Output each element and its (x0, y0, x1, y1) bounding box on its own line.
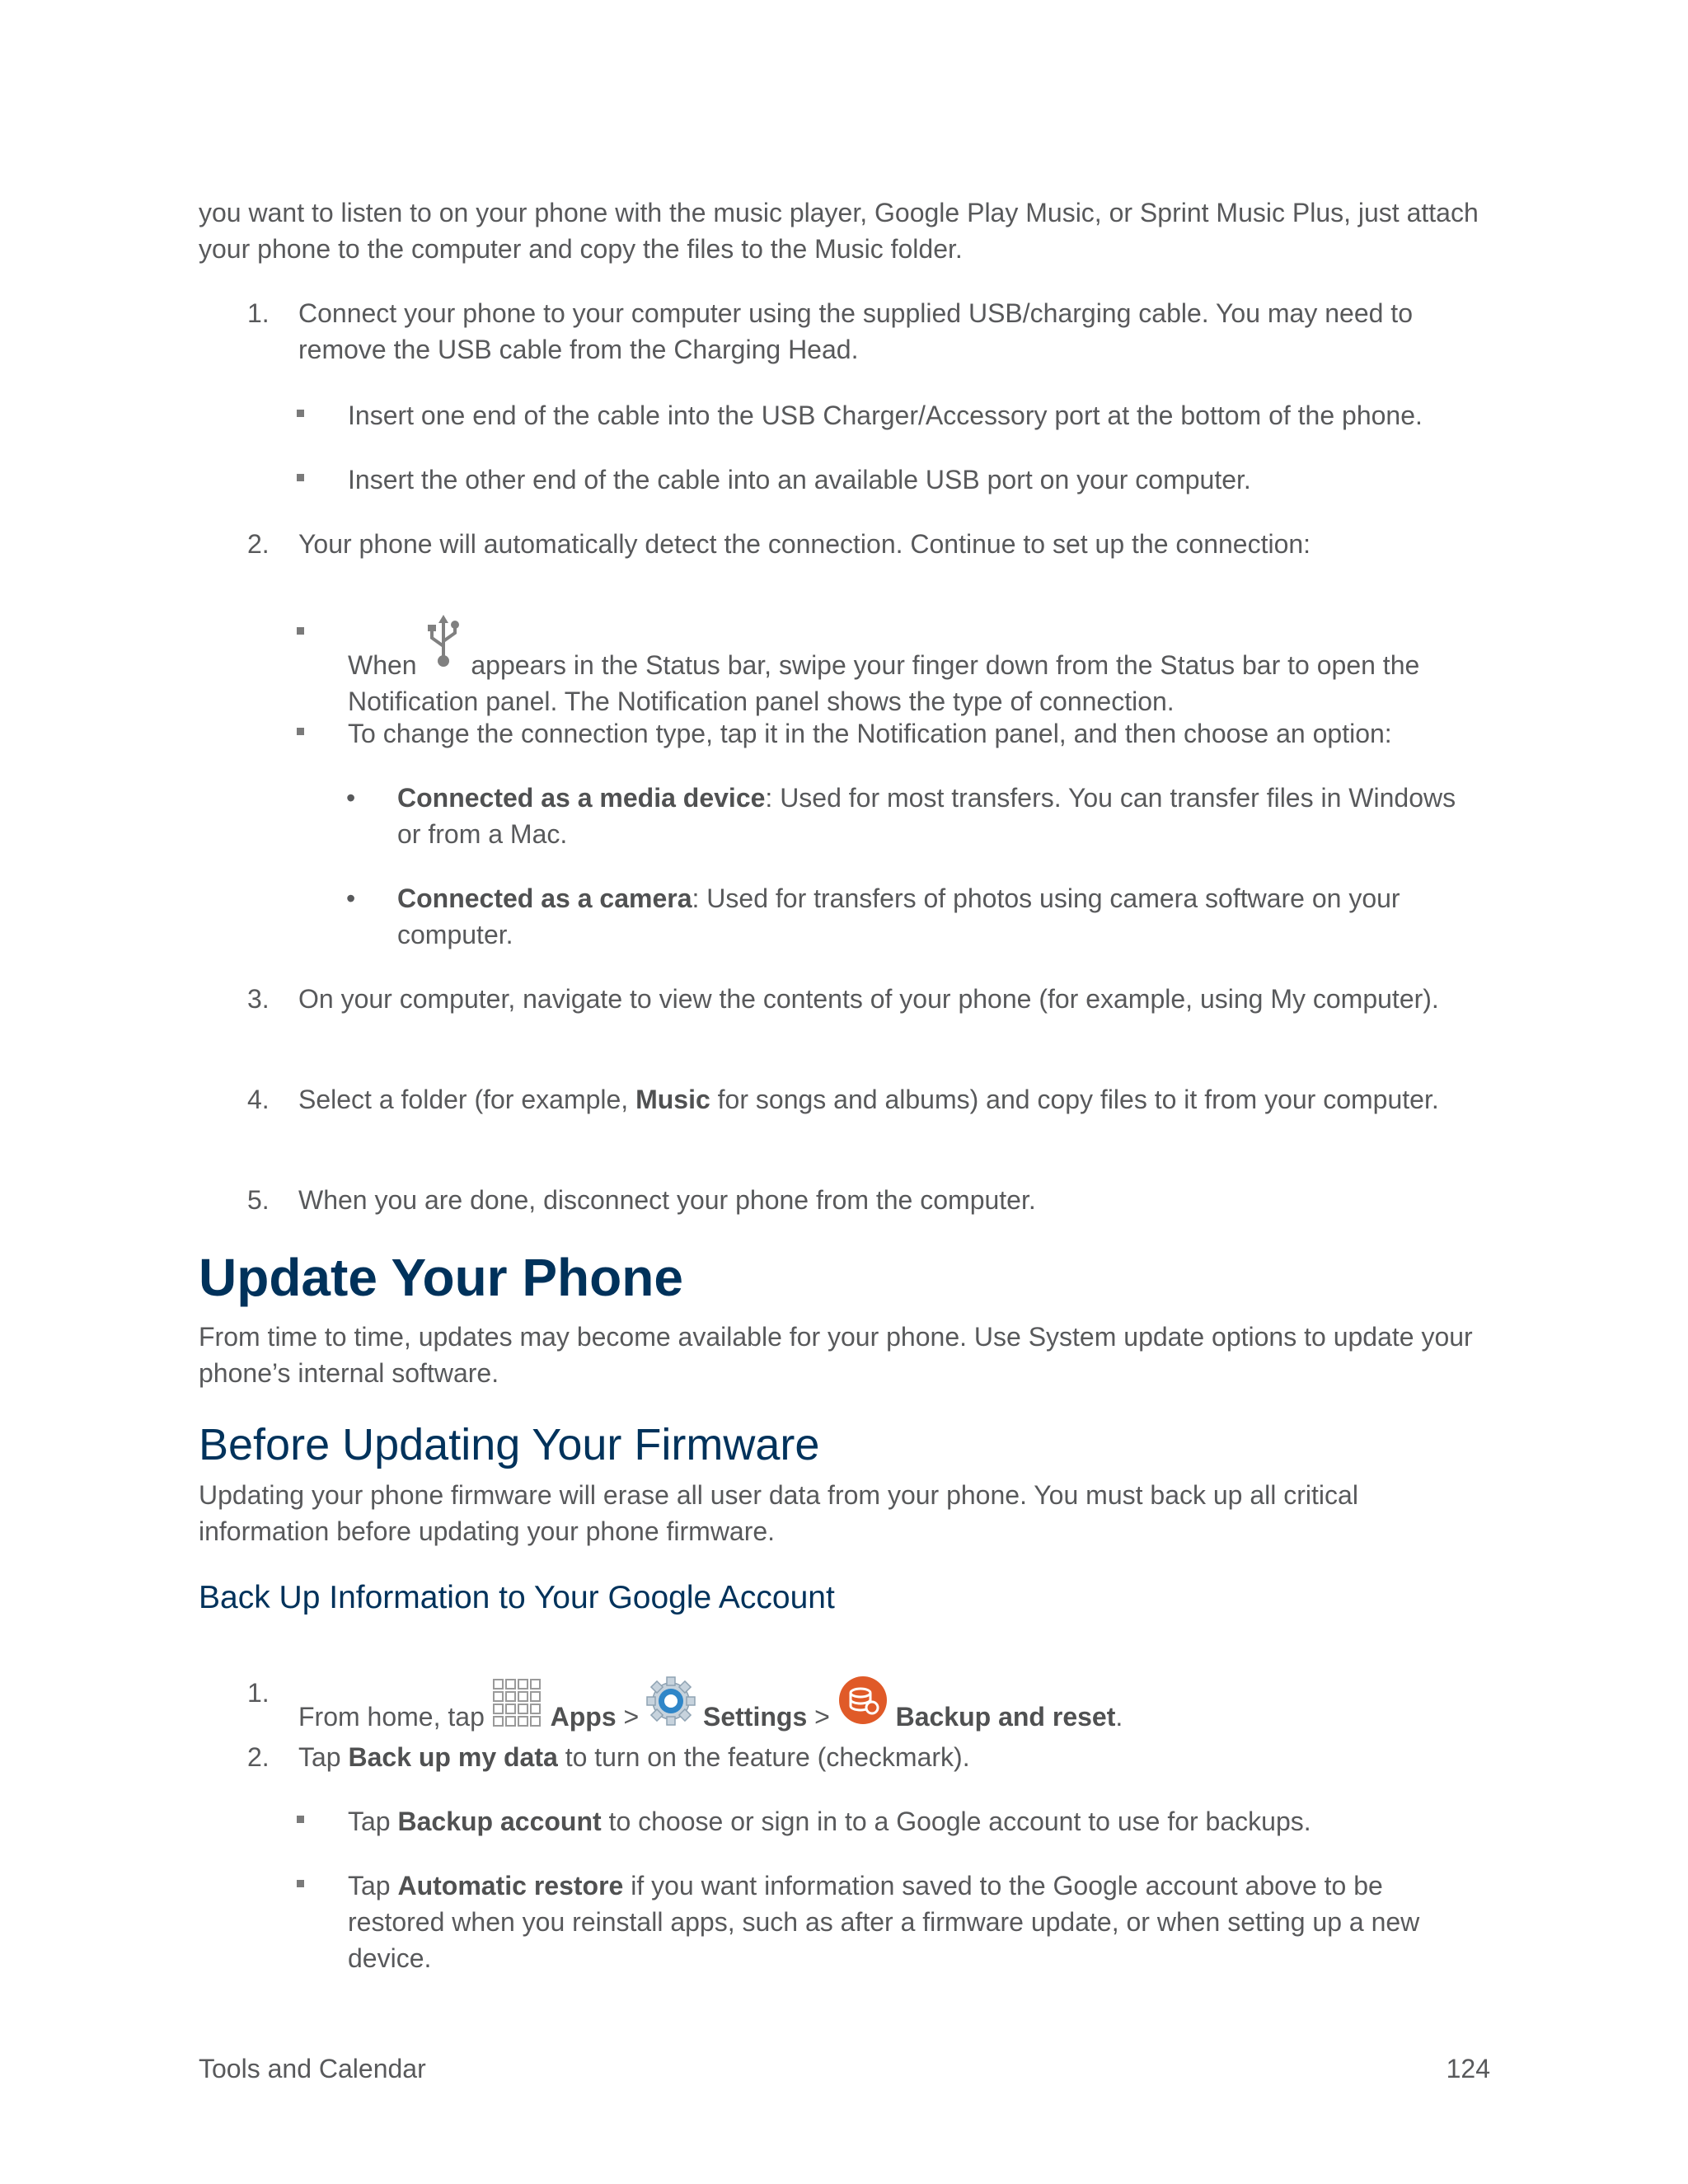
step-text: Your phone will automatically detect the connection. Continue to set up the connection: (298, 529, 1311, 559)
square-bullet (297, 1816, 304, 1823)
step-text-pre: Tap (298, 1742, 349, 1772)
period: . (1115, 1702, 1123, 1732)
square-bullet (297, 1880, 304, 1887)
update-paragraph: From time to time, updates may become available for your phone. Use System update options to update your phone’s internal software. (199, 1322, 1473, 1388)
bullet-text: Insert one end of the cable into the USB Charger/Accessory port at the bottom of the phone. (348, 401, 1423, 430)
step-number: 1. (247, 298, 270, 328)
option-name: Connected as a camera (397, 883, 692, 913)
bullet-text-pre: Tap (348, 1871, 398, 1900)
step-bold: Back up my data (348, 1742, 558, 1772)
step-number: 4. (247, 1085, 270, 1114)
bullet-bold: Backup account (397, 1807, 602, 1836)
step-text: When you are done, disconnect your phone from the computer. (298, 1185, 1036, 1215)
step-text-pre: Select a folder (for example, (298, 1085, 636, 1114)
option-text: : Used for transfers of photos using camera software on your computer. (397, 883, 1400, 949)
footer-page-number: 124 (1446, 2054, 1490, 2083)
step-text: On your computer, navigate to view the contents of your phone (for example, using My computer). (298, 984, 1439, 1014)
dot-bullet: • (346, 883, 356, 913)
separator: > (616, 1702, 640, 1732)
settings-label: Settings (703, 1702, 808, 1732)
dot-bullet: • (346, 783, 356, 813)
step-number: 5. (247, 1185, 270, 1215)
subsection-title-before-updating: Before Updating Your Firmware (199, 1420, 820, 1469)
bullet-text: Insert the other end of the cable into an available USB port on your computer. (348, 465, 1251, 494)
step-bold: Music (635, 1085, 710, 1114)
bullet-text-post: if you want information saved to the Google account above to be restored when you reinstall apps, such as after a firmware update, or when setting up a new device. (348, 1871, 1420, 1973)
separator: > (807, 1702, 830, 1732)
square-bullet (297, 474, 304, 481)
option-text: : Used for most transfers. You can transfer files in Windows or from a Mac. (397, 783, 1456, 849)
intro-paragraph: you want to listen to on your phone with the music player, Google Play Music, or Sprint Music Plus, just attach your phone to the computer and copy the files to the Music folder. (199, 198, 1479, 264)
step-text: Connect your phone to your computer using the supplied USB/charging cable. You may need to remove the USB cable from the Charging Head. (298, 298, 1413, 364)
bullet-text-pre: When (348, 650, 417, 680)
bullet-text-pre: Tap (348, 1807, 398, 1836)
step-text-pre: From home, tap (298, 1702, 485, 1732)
step-number: 1. (247, 1678, 270, 1708)
subsection-title-backup: Back Up Information to Your Google Account (199, 1580, 835, 1615)
bullet-text-post: appears in the Status bar, swipe your finger down from the Status bar to open the Notification panel. The Notification panel shows the type of connection. (348, 650, 1420, 716)
square-bullet (297, 627, 304, 635)
section-title-update: Update Your Phone (199, 1248, 683, 1307)
square-bullet (297, 728, 304, 735)
backup-and-reset-label: Backup and reset (895, 1702, 1116, 1732)
footer-section-name: Tools and Calendar (199, 2054, 426, 2083)
apps-label: Apps (550, 1702, 617, 1732)
bullet-bold: Automatic restore (397, 1871, 624, 1900)
before-paragraph: Updating your phone firmware will erase all user data from your phone. You must back up all critical information before updating your phone firmware. (199, 1480, 1358, 1546)
usb-icon (425, 615, 462, 677)
square-bullet (297, 410, 304, 417)
step-text-post: to turn on the feature (checkmark). (557, 1742, 970, 1772)
step-number: 2. (247, 529, 270, 559)
backup-reset-icon (837, 1675, 889, 1735)
bullet-text-post: to choose or sign in to a Google account to use for backups. (601, 1807, 1311, 1836)
apps-grid-icon (492, 1678, 543, 1738)
settings-gear-icon (646, 1676, 696, 1735)
step-number: 3. (247, 984, 270, 1014)
bullet-text: To change the connection type, tap it in the Notification panel, and then choose an option: (348, 719, 1392, 748)
step-text-post: for songs and albums) and copy files to it from your computer. (710, 1085, 1439, 1114)
option-name: Connected as a media device (397, 783, 766, 813)
step-number: 2. (247, 1742, 270, 1772)
